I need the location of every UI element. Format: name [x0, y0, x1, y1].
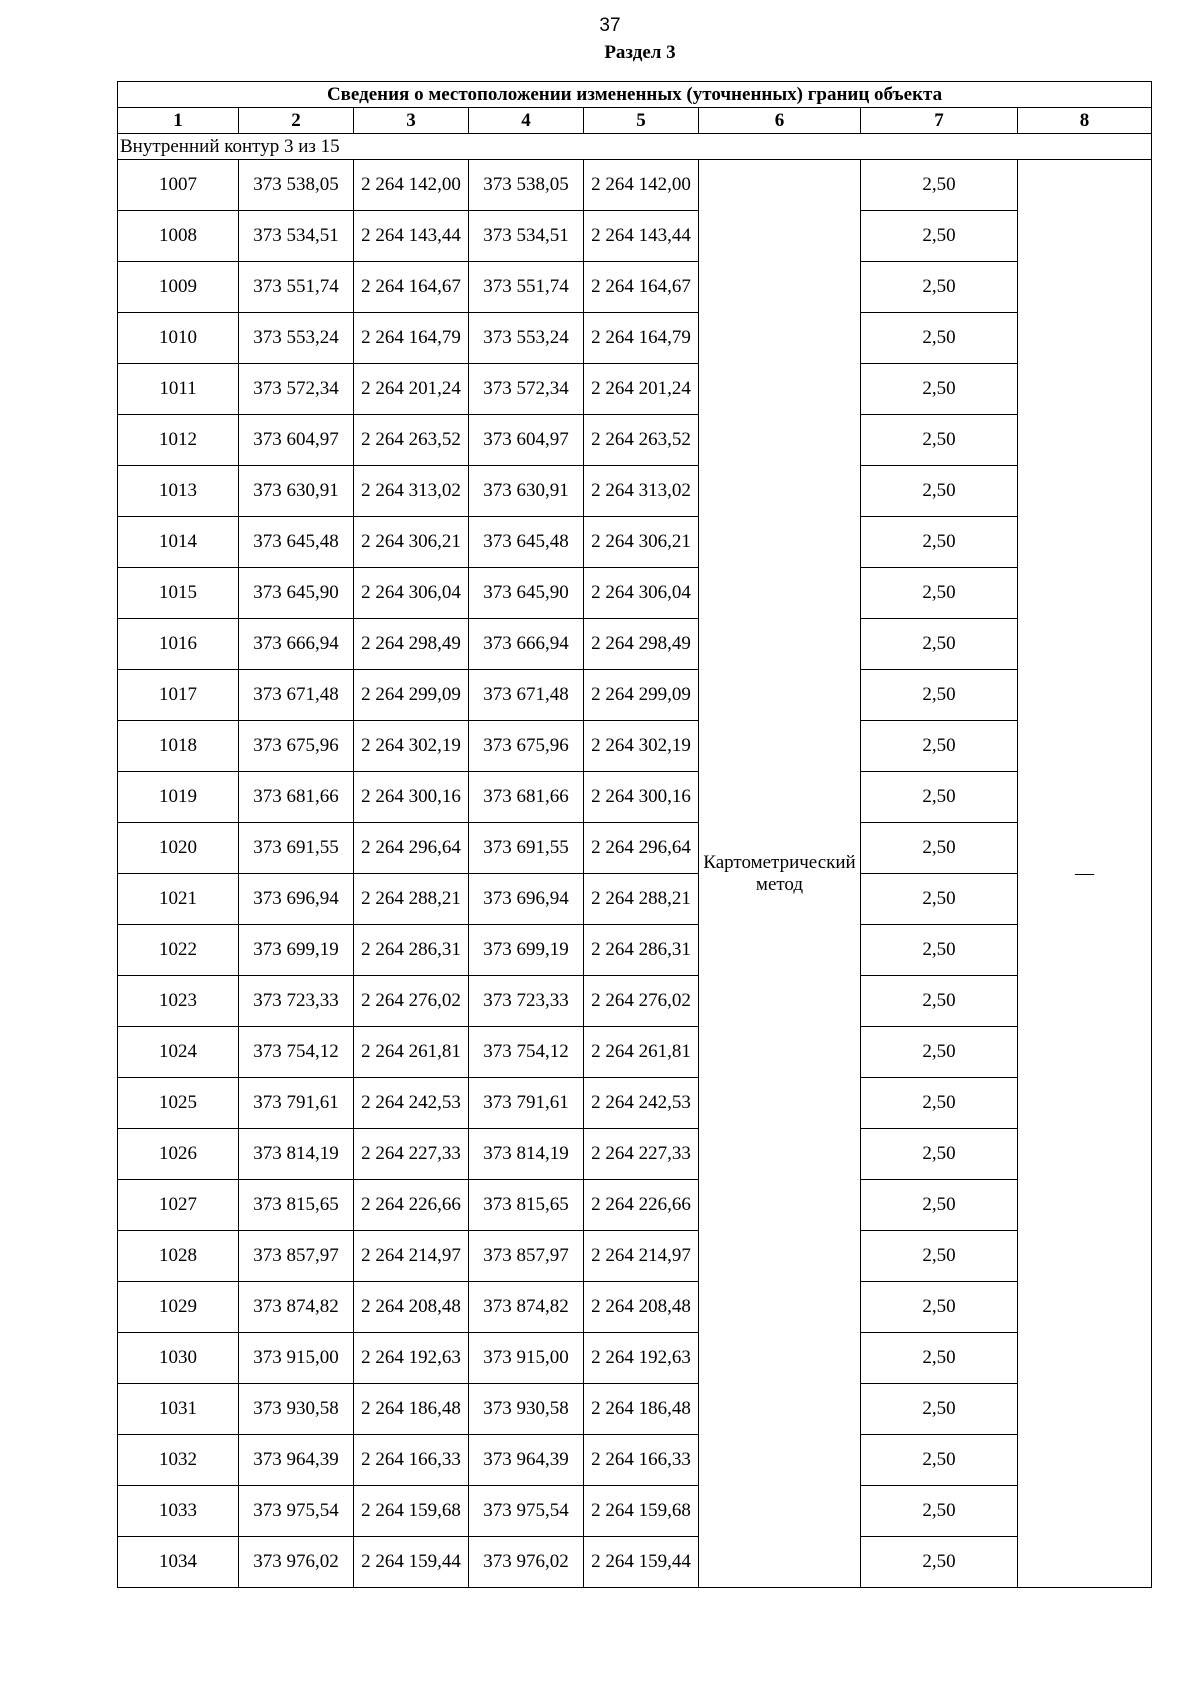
x-new-cell: 373 572,34 — [469, 364, 584, 415]
column-number: 5 — [584, 108, 699, 134]
accuracy-cell: 2,50 — [861, 415, 1018, 466]
table-row — [118, 1537, 1152, 1588]
y-new-cell: 2 264 302,19 — [584, 721, 699, 772]
table-row — [118, 670, 1152, 721]
accuracy-cell: 2,50 — [861, 823, 1018, 874]
x-old-cell: 373 645,48 — [239, 517, 354, 568]
x-old-cell: 373 815,65 — [239, 1180, 354, 1231]
point-number-cell: 1023 — [118, 976, 239, 1027]
point-number-cell: 1030 — [118, 1333, 239, 1384]
accuracy-cell: 2,50 — [861, 1384, 1018, 1435]
y-new-cell: 2 264 192,63 — [584, 1333, 699, 1384]
y-old-cell: 2 264 201,24 — [354, 364, 469, 415]
x-new-cell: 373 814,19 — [469, 1129, 584, 1180]
x-old-cell: 373 930,58 — [239, 1384, 354, 1435]
point-number-cell: 1010 — [118, 313, 239, 364]
y-old-cell: 2 264 300,16 — [354, 772, 469, 823]
accuracy-cell: 2,50 — [861, 1537, 1018, 1588]
point-number-cell: 1028 — [118, 1231, 239, 1282]
y-new-cell: 2 264 242,53 — [584, 1078, 699, 1129]
point-number-cell: 1026 — [118, 1129, 239, 1180]
accuracy-cell: 2,50 — [861, 1435, 1018, 1486]
accuracy-cell: 2,50 — [861, 1180, 1018, 1231]
x-old-cell: 373 630,91 — [239, 466, 354, 517]
x-old-cell: 373 681,66 — [239, 772, 354, 823]
point-number-cell: 1024 — [118, 1027, 239, 1078]
contour-row — [118, 134, 1152, 160]
point-number-cell: 1032 — [118, 1435, 239, 1486]
y-old-cell: 2 264 313,02 — [354, 466, 469, 517]
point-number-cell: 1016 — [118, 619, 239, 670]
x-old-cell: 373 538,05 — [239, 160, 354, 211]
x-old-cell: 373 696,94 — [239, 874, 354, 925]
y-old-cell: 2 264 296,64 — [354, 823, 469, 874]
accuracy-cell: 2,50 — [861, 619, 1018, 670]
x-old-cell: 373 691,55 — [239, 823, 354, 874]
y-new-cell: 2 264 306,04 — [584, 568, 699, 619]
x-new-cell: 373 645,48 — [469, 517, 584, 568]
accuracy-cell: 2,50 — [861, 874, 1018, 925]
y-old-cell: 2 264 208,48 — [354, 1282, 469, 1333]
point-number-cell: 1020 — [118, 823, 239, 874]
accuracy-cell: 2,50 — [861, 364, 1018, 415]
column-number: 3 — [354, 108, 469, 134]
y-old-cell: 2 264 261,81 — [354, 1027, 469, 1078]
x-new-cell: 373 534,51 — [469, 211, 584, 262]
x-new-cell: 373 645,90 — [469, 568, 584, 619]
x-old-cell: 373 671,48 — [239, 670, 354, 721]
y-new-cell: 2 264 263,52 — [584, 415, 699, 466]
y-new-cell: 2 264 142,00 — [584, 160, 699, 211]
y-old-cell: 2 264 159,44 — [354, 1537, 469, 1588]
y-old-cell: 2 264 306,04 — [354, 568, 469, 619]
table-body — [118, 82, 1152, 1588]
x-new-cell: 373 699,19 — [469, 925, 584, 976]
x-new-cell: 373 754,12 — [469, 1027, 584, 1078]
x-old-cell: 373 645,90 — [239, 568, 354, 619]
x-old-cell: 373 572,34 — [239, 364, 354, 415]
accuracy-cell: 2,50 — [861, 517, 1018, 568]
accuracy-cell: 2,50 — [861, 1333, 1018, 1384]
x-new-cell: 373 675,96 — [469, 721, 584, 772]
y-old-cell: 2 264 288,21 — [354, 874, 469, 925]
accuracy-cell: 2,50 — [861, 721, 1018, 772]
y-new-cell: 2 264 164,79 — [584, 313, 699, 364]
y-new-cell: 2 264 186,48 — [584, 1384, 699, 1435]
table-row — [118, 1384, 1152, 1435]
column-number-row — [118, 108, 1152, 134]
x-old-cell: 373 975,54 — [239, 1486, 354, 1537]
x-new-cell: 373 666,94 — [469, 619, 584, 670]
column-number: 1 — [118, 108, 239, 134]
accuracy-cell: 2,50 — [861, 1282, 1018, 1333]
accuracy-cell: 2,50 — [861, 160, 1018, 211]
table-row — [118, 619, 1152, 670]
table-row — [118, 1027, 1152, 1078]
y-new-cell: 2 264 298,49 — [584, 619, 699, 670]
point-number-cell: 1007 — [118, 160, 239, 211]
accuracy-cell: 2,50 — [861, 313, 1018, 364]
point-number-cell: 1009 — [118, 262, 239, 313]
point-number-cell: 1017 — [118, 670, 239, 721]
table-row — [118, 415, 1152, 466]
table-row — [118, 772, 1152, 823]
point-number-cell: 1021 — [118, 874, 239, 925]
column-number: 4 — [469, 108, 584, 134]
x-new-cell: 373 976,02 — [469, 1537, 584, 1588]
y-new-cell: 2 264 299,09 — [584, 670, 699, 721]
point-number-cell: 1022 — [118, 925, 239, 976]
y-new-cell: 2 264 208,48 — [584, 1282, 699, 1333]
table-row — [118, 313, 1152, 364]
x-old-cell: 373 857,97 — [239, 1231, 354, 1282]
column-number: 6 — [699, 108, 861, 134]
table-row — [118, 1129, 1152, 1180]
x-new-cell: 373 671,48 — [469, 670, 584, 721]
y-new-cell: 2 264 201,24 — [584, 364, 699, 415]
table-caption: Сведения о местоположении измененных (уточненных) границ объекта — [118, 82, 1152, 108]
point-number-cell: 1033 — [118, 1486, 239, 1537]
table-row — [118, 1180, 1152, 1231]
point-number-cell: 1019 — [118, 772, 239, 823]
x-old-cell: 373 976,02 — [239, 1537, 354, 1588]
x-new-cell: 373 723,33 — [469, 976, 584, 1027]
column-number: 7 — [861, 108, 1018, 134]
accuracy-cell: 2,50 — [861, 466, 1018, 517]
x-new-cell: 373 551,74 — [469, 262, 584, 313]
x-old-cell: 373 874,82 — [239, 1282, 354, 1333]
y-new-cell: 2 264 166,33 — [584, 1435, 699, 1486]
table-row — [118, 211, 1152, 262]
table-row — [118, 568, 1152, 619]
x-new-cell: 373 815,65 — [469, 1180, 584, 1231]
accuracy-cell: 2,50 — [861, 568, 1018, 619]
boundary-table — [117, 81, 1152, 1588]
note-cell: — — [1018, 160, 1152, 1588]
table-row — [118, 517, 1152, 568]
page-number: 37 — [599, 15, 621, 36]
x-new-cell: 373 975,54 — [469, 1486, 584, 1537]
x-old-cell: 373 604,97 — [239, 415, 354, 466]
x-new-cell: 373 915,00 — [469, 1333, 584, 1384]
x-new-cell: 373 930,58 — [469, 1384, 584, 1435]
table-row — [118, 925, 1152, 976]
x-new-cell: 373 538,05 — [469, 160, 584, 211]
point-number-cell: 1025 — [118, 1078, 239, 1129]
y-new-cell: 2 264 288,21 — [584, 874, 699, 925]
y-old-cell: 2 264 286,31 — [354, 925, 469, 976]
y-old-cell: 2 264 166,33 — [354, 1435, 469, 1486]
y-old-cell: 2 264 192,63 — [354, 1333, 469, 1384]
y-old-cell: 2 264 302,19 — [354, 721, 469, 772]
table-row — [118, 874, 1152, 925]
x-old-cell: 373 754,12 — [239, 1027, 354, 1078]
accuracy-cell: 2,50 — [861, 976, 1018, 1027]
x-new-cell: 373 630,91 — [469, 466, 584, 517]
y-old-cell: 2 264 227,33 — [354, 1129, 469, 1180]
x-new-cell: 373 874,82 — [469, 1282, 584, 1333]
point-number-cell: 1027 — [118, 1180, 239, 1231]
point-number-cell: 1034 — [118, 1537, 239, 1588]
point-number-cell: 1029 — [118, 1282, 239, 1333]
x-old-cell: 373 551,74 — [239, 262, 354, 313]
y-new-cell: 2 264 296,64 — [584, 823, 699, 874]
section-title: Раздел 3 — [604, 42, 676, 63]
x-old-cell: 373 534,51 — [239, 211, 354, 262]
x-new-cell: 373 964,39 — [469, 1435, 584, 1486]
point-number-cell: 1018 — [118, 721, 239, 772]
point-number-cell: 1008 — [118, 211, 239, 262]
accuracy-cell: 2,50 — [861, 262, 1018, 313]
method-cell — [699, 160, 861, 1588]
y-old-cell: 2 264 263,52 — [354, 415, 469, 466]
y-old-cell: 2 264 242,53 — [354, 1078, 469, 1129]
y-new-cell: 2 264 159,68 — [584, 1486, 699, 1537]
accuracy-cell: 2,50 — [861, 670, 1018, 721]
table-caption-row — [118, 82, 1152, 108]
y-new-cell: 2 264 227,33 — [584, 1129, 699, 1180]
y-new-cell: 2 264 300,16 — [584, 772, 699, 823]
y-old-cell: 2 264 142,00 — [354, 160, 469, 211]
table-row — [118, 160, 1152, 211]
table-row — [118, 1078, 1152, 1129]
y-old-cell: 2 264 214,97 — [354, 1231, 469, 1282]
x-old-cell: 373 814,19 — [239, 1129, 354, 1180]
table-row — [118, 721, 1152, 772]
point-number-cell: 1015 — [118, 568, 239, 619]
column-number: 8 — [1018, 108, 1152, 134]
y-old-cell: 2 264 276,02 — [354, 976, 469, 1027]
accuracy-cell: 2,50 — [861, 1129, 1018, 1180]
y-new-cell: 2 264 261,81 — [584, 1027, 699, 1078]
x-old-cell: 373 791,61 — [239, 1078, 354, 1129]
table-row — [118, 976, 1152, 1027]
x-old-cell: 373 666,94 — [239, 619, 354, 670]
method-text: Картометрический метод — [703, 851, 856, 895]
accuracy-cell: 2,50 — [861, 1078, 1018, 1129]
y-new-cell: 2 264 226,66 — [584, 1180, 699, 1231]
y-new-cell: 2 264 276,02 — [584, 976, 699, 1027]
y-new-cell: 2 264 159,44 — [584, 1537, 699, 1588]
y-old-cell: 2 264 164,67 — [354, 262, 469, 313]
x-new-cell: 373 691,55 — [469, 823, 584, 874]
x-new-cell: 373 604,97 — [469, 415, 584, 466]
table-row — [118, 823, 1152, 874]
column-number: 2 — [239, 108, 354, 134]
table-row — [118, 1231, 1152, 1282]
point-number-cell: 1014 — [118, 517, 239, 568]
y-new-cell: 2 264 313,02 — [584, 466, 699, 517]
y-new-cell: 2 264 286,31 — [584, 925, 699, 976]
x-old-cell: 373 675,96 — [239, 721, 354, 772]
table-row — [118, 1486, 1152, 1537]
table-row — [118, 466, 1152, 517]
table-row — [118, 262, 1152, 313]
accuracy-cell: 2,50 — [861, 772, 1018, 823]
y-old-cell: 2 264 299,09 — [354, 670, 469, 721]
point-number-cell: 1013 — [118, 466, 239, 517]
y-old-cell: 2 264 143,44 — [354, 211, 469, 262]
x-old-cell: 373 723,33 — [239, 976, 354, 1027]
contour-label: Внутренний контур 3 из 15 — [118, 134, 1152, 160]
y-old-cell: 2 264 298,49 — [354, 619, 469, 670]
y-new-cell: 2 264 306,21 — [584, 517, 699, 568]
y-old-cell: 2 264 226,66 — [354, 1180, 469, 1231]
y-new-cell: 2 264 214,97 — [584, 1231, 699, 1282]
x-old-cell: 373 964,39 — [239, 1435, 354, 1486]
table-row — [118, 364, 1152, 415]
table-row — [118, 1282, 1152, 1333]
y-new-cell: 2 264 164,67 — [584, 262, 699, 313]
table-row — [118, 1435, 1152, 1486]
x-old-cell: 373 915,00 — [239, 1333, 354, 1384]
x-new-cell: 373 696,94 — [469, 874, 584, 925]
x-old-cell: 373 553,24 — [239, 313, 354, 364]
x-new-cell: 373 681,66 — [469, 772, 584, 823]
table-row — [118, 1333, 1152, 1384]
accuracy-cell: 2,50 — [861, 1231, 1018, 1282]
y-new-cell: 2 264 143,44 — [584, 211, 699, 262]
point-number-cell: 1012 — [118, 415, 239, 466]
point-number-cell: 1011 — [118, 364, 239, 415]
y-old-cell: 2 264 164,79 — [354, 313, 469, 364]
x-old-cell: 373 699,19 — [239, 925, 354, 976]
accuracy-cell: 2,50 — [861, 211, 1018, 262]
point-number-cell: 1031 — [118, 1384, 239, 1435]
x-new-cell: 373 857,97 — [469, 1231, 584, 1282]
x-new-cell: 373 791,61 — [469, 1078, 584, 1129]
accuracy-cell: 2,50 — [861, 1027, 1018, 1078]
y-old-cell: 2 264 306,21 — [354, 517, 469, 568]
y-old-cell: 2 264 159,68 — [354, 1486, 469, 1537]
accuracy-cell: 2,50 — [861, 1486, 1018, 1537]
accuracy-cell: 2,50 — [861, 925, 1018, 976]
y-old-cell: 2 264 186,48 — [354, 1384, 469, 1435]
x-new-cell: 373 553,24 — [469, 313, 584, 364]
